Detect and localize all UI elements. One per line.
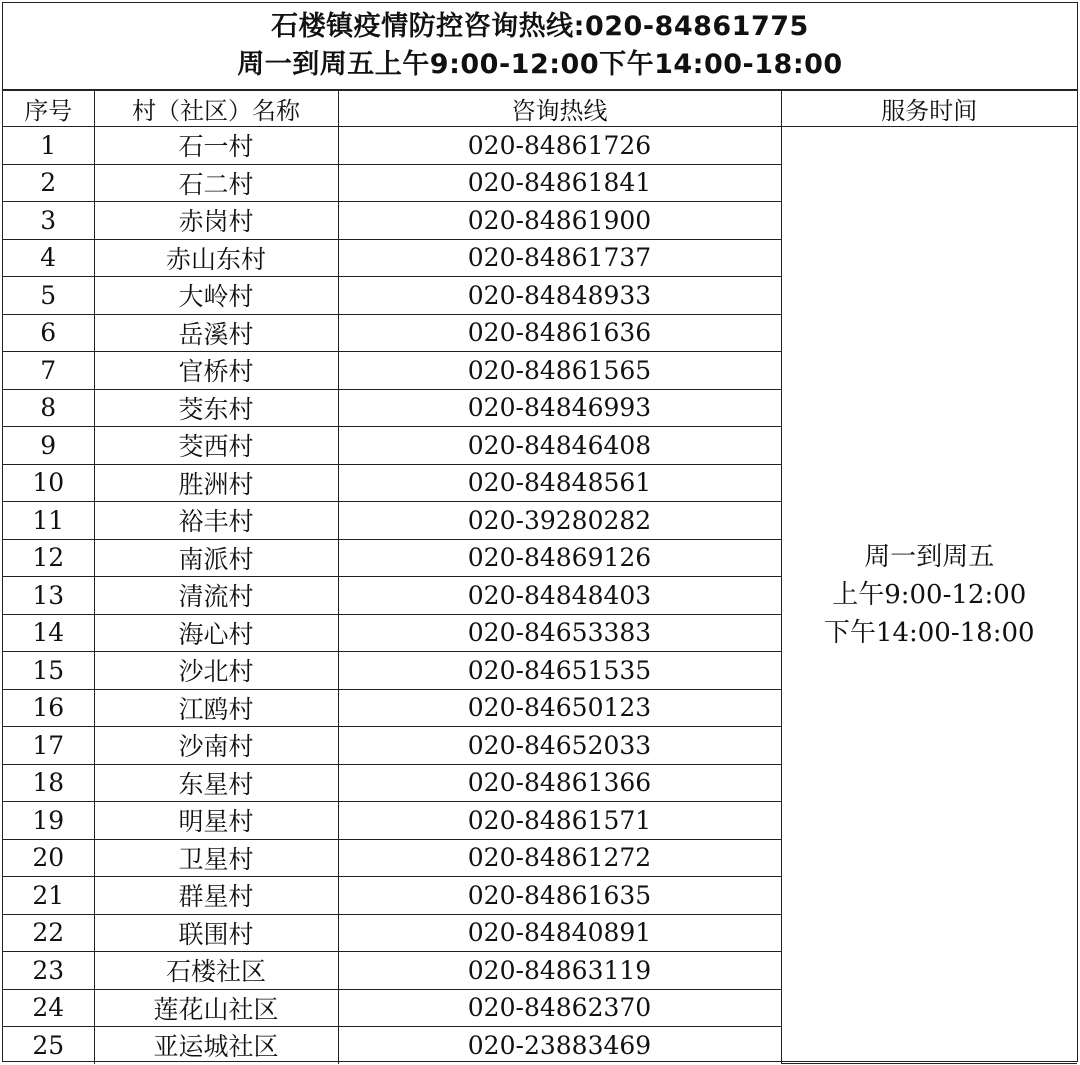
hotline-number: 020-84861636: [338, 314, 781, 352]
table-body: [3, 127, 1077, 1064]
village-name: 群星村: [94, 877, 338, 915]
village-name: 卫星村: [94, 839, 338, 877]
hotline-number: 020-84846993: [338, 389, 781, 427]
hotline-number: 020-84653383: [338, 614, 781, 652]
hotline-table: [3, 90, 1077, 1064]
village-name: 石楼社区: [94, 952, 338, 990]
hotline-number: 020-39280282: [338, 502, 781, 540]
sheet-title: [3, 3, 1077, 90]
hotline-number: 020-84840891: [338, 914, 781, 952]
row-number: 9: [3, 427, 94, 465]
village-name: 赤岗村: [94, 202, 338, 240]
hotline-number: 020-84861900: [338, 202, 781, 240]
hotline-number: 020-84848933: [338, 277, 781, 315]
service-time-line3: 下午14:00-18:00: [823, 618, 1035, 648]
village-name: 胜洲村: [94, 464, 338, 502]
village-name: 茭西村: [94, 427, 338, 465]
row-number: 18: [3, 764, 94, 802]
hotline-number: 020-84863119: [338, 952, 781, 990]
row-number: 19: [3, 802, 94, 840]
hotline-number: 020-84861565: [338, 352, 781, 390]
row-number: 23: [3, 952, 94, 990]
hotline-number: 020-84861726: [338, 127, 781, 165]
row-number: 16: [3, 689, 94, 727]
row-number: 5: [3, 277, 94, 315]
row-number: 10: [3, 464, 94, 502]
header-no: 序号: [3, 91, 94, 127]
village-name: 沙南村: [94, 727, 338, 765]
row-number: 3: [3, 202, 94, 240]
village-name: 沙北村: [94, 652, 338, 690]
row-number: 22: [3, 914, 94, 952]
row-number: 17: [3, 727, 94, 765]
village-name: 亚运城社区: [94, 1027, 338, 1064]
hotline-number: 020-84861841: [338, 164, 781, 202]
village-name: 莲花山社区: [94, 989, 338, 1027]
row-number: 20: [3, 839, 94, 877]
service-time-cell: [781, 127, 1077, 1064]
table-row: [3, 127, 1077, 165]
hotline-number: 020-84861635: [338, 877, 781, 915]
hotline-number: 020-84861366: [338, 764, 781, 802]
title-line-1: 石楼镇疫情防控咨询热线:020-84861775: [271, 11, 809, 42]
village-name: 江鸥村: [94, 689, 338, 727]
hotline-number: 020-84846408: [338, 427, 781, 465]
row-number: 25: [3, 1027, 94, 1064]
hotline-number: 020-23883469: [338, 1027, 781, 1064]
hotline-number: 020-84848403: [338, 577, 781, 615]
row-number: 7: [3, 352, 94, 390]
village-name: 石二村: [94, 164, 338, 202]
village-name: 联围村: [94, 914, 338, 952]
hotline-number: 020-84861737: [338, 239, 781, 277]
header-row: [3, 91, 1077, 127]
hotline-sheet: [2, 2, 1078, 1062]
row-number: 8: [3, 389, 94, 427]
hotline-number: 020-84650123: [338, 689, 781, 727]
service-time-line1: 周一到周五: [864, 542, 995, 572]
village-name: 明星村: [94, 802, 338, 840]
hotline-number: 020-84652033: [338, 727, 781, 765]
row-number: 14: [3, 614, 94, 652]
row-number: 1: [3, 127, 94, 165]
header-name: 村（社区）名称: [94, 91, 338, 127]
village-name: 石一村: [94, 127, 338, 165]
row-number: 4: [3, 239, 94, 277]
title-line-2: 周一到周五上午9:00-12:00下午14:00-18:00: [237, 49, 843, 80]
row-number: 21: [3, 877, 94, 915]
row-number: 12: [3, 539, 94, 577]
village-name: 赤山东村: [94, 239, 338, 277]
village-name: 清流村: [94, 577, 338, 615]
hotline-number: 020-84869126: [338, 539, 781, 577]
village-name: 海心村: [94, 614, 338, 652]
row-number: 2: [3, 164, 94, 202]
village-name: 裕丰村: [94, 502, 338, 540]
hotline-number: 020-84862370: [338, 989, 781, 1027]
village-name: 岳溪村: [94, 314, 338, 352]
row-number: 24: [3, 989, 94, 1027]
row-number: 13: [3, 577, 94, 615]
village-name: 东星村: [94, 764, 338, 802]
row-number: 11: [3, 502, 94, 540]
hotline-number: 020-84861571: [338, 802, 781, 840]
row-number: 6: [3, 314, 94, 352]
hotline-number: 020-84651535: [338, 652, 781, 690]
service-time-line2: 上午9:00-12:00: [832, 580, 1027, 610]
row-number: 15: [3, 652, 94, 690]
village-name: 茭东村: [94, 389, 338, 427]
header-phone: 咨询热线: [338, 91, 781, 127]
hotline-number: 020-84848561: [338, 464, 781, 502]
village-name: 官桥村: [94, 352, 338, 390]
header-service-time: 服务时间: [781, 91, 1077, 127]
village-name: 南派村: [94, 539, 338, 577]
village-name: 大岭村: [94, 277, 338, 315]
hotline-number: 020-84861272: [338, 839, 781, 877]
